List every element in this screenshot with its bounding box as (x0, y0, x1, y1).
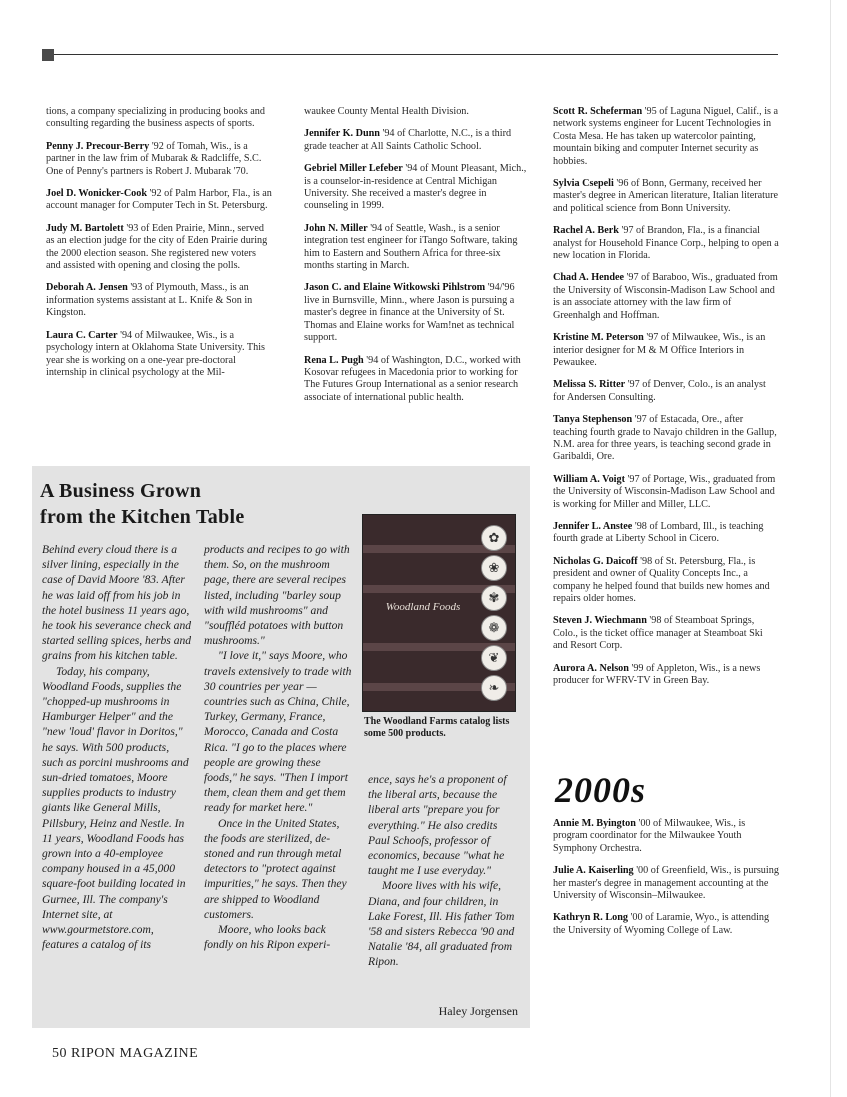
alum-name: Gebriel Miller Lefeber (304, 163, 403, 175)
class-note (553, 414, 779, 464)
story-paragraph: products and recipes to go with them. So, on the mushroom page, there are several recipes listed, including "barley soup with wild mushrooms" and "souffléd potatoes with button mushrooms." (204, 543, 350, 648)
alum-name: Rachel A. Berk (553, 225, 619, 237)
note-text: '94/'96 live in Burnsville, Minn., where Jason is pursuing a master's degree in finance at the University of St. Thomas and Elaine works for Wam!net as technical support. (304, 282, 515, 344)
pepper-icon: ❧ (481, 675, 507, 701)
story-paragraph: Moore, who looks back fondly on his Ripon experi- (204, 923, 331, 952)
note-text: '97 of Denver, Colo., is an analyst for Andersen Consulting. (553, 379, 766, 403)
note-text: '92 of Tomah, Wis., is a partner in the law frim of Mubarak & Radcliffe, S.C. One of Penny's partners is Robert J. Mubarak '70. (46, 140, 262, 177)
alum-name: Scott R. Scheferman (553, 106, 643, 117)
alum-name: Jennifer L. Anstee (553, 520, 633, 532)
story-paragraph: Once in the United States, the foods are sterilized, de-stoned and run through metal detectors to "protect against impurities," he says. Then they are shipped to Woodland customers. (204, 816, 347, 921)
page-edge (830, 0, 831, 1097)
alum-name: Melissa S. Ritter (553, 379, 626, 391)
class-note (304, 163, 530, 213)
note-text: '93 of Plymouth, Mass., is an information systems assistant at L. Knife & Son in Kingston. (46, 282, 253, 319)
class-note (553, 225, 779, 262)
alum-name: William A. Voigt (553, 473, 625, 485)
feature-story-column-3 (368, 772, 518, 970)
story-paragraph: "I love it," says Moore, who travels extensively to trade with 30 countries per year — countries such as China, Chile, Turkey, Germany, France, Morocco, Canada and Costa Rica. "I go to the places where people are growing these foods," he says. "Then I import them, clean them and get them ready for market here." (204, 649, 352, 815)
class-note (553, 106, 779, 168)
note-text: '94 of Washington, D.C., worked with Kosovar refugees in Macedonia prior to working for The Futures Group International as a senior research associate of international public health. (304, 354, 521, 403)
alum-name: Tanya Stephenson (553, 414, 633, 426)
class-note (46, 330, 272, 380)
flower-icon: ✾ (481, 585, 507, 611)
feature-story-column-2 (204, 542, 356, 952)
note-text: '93 of Eden Prairie, Minn., served as an election judge for the city of Eden Prairie during the 2000 election season. She registered new voters and assisted with opening and closing the polls. (46, 222, 268, 272)
note-text: '97 of Portage, Wis., graduated from the University of Wisconsin-Madison Law School and is working for Miller and Miller, LLC. (553, 473, 776, 510)
header-rule-line (54, 54, 778, 55)
class-note (46, 282, 272, 319)
note-text: '00 of Greenfield, Wis., is pursuing her master's degree in management accounting at the University of Wisconsin–Milwaukee. (553, 865, 779, 902)
leaf-icon: ❦ (481, 645, 507, 671)
note-text: waukee County Mental Health Division. (304, 106, 469, 117)
story-paragraph: Today, his company, Woodland Foods, supplies the "chopped-up mushrooms in Hamburger Helper" and the "new 'loud' flavor in Doritos," he says. With 500 products, such as porcini mushrooms and sun-dried tomatoes, Moore supplies products to industry giants like General Mills, Pillsbury, Heinz and Nestle. In 11 years, Woodland Foods has grown into a 40-employee company housed in a 45,000 square-foot building located in Gurnee, Ill. The company's Internet site, at www.gourmetstore.com, features a catalog of its (42, 664, 189, 952)
note-text: '92 of Palm Harbor, Fla., is an account manager for Computer Tech in St. Petersburg. (46, 188, 272, 212)
alum-name: Judy M. Bartolett (46, 222, 124, 234)
note-text: '94 of Charlotte, N.C., is a third grade teacher at All Saints Catholic School. (304, 128, 512, 152)
feature-sidebar (32, 466, 530, 1028)
note-text: '97 of Estacada, Ore., after teaching fourth grade to Navajo children in the Gallup, N.M. area for three years, is teaching second grade in Garibaldi, Ore. (553, 414, 777, 463)
class-note (304, 106, 530, 118)
notes-column-1 (46, 106, 272, 389)
class-note (553, 912, 779, 937)
story-paragraph: Moore lives with his wife, Diana, and four children, in Lake Forest, Ill. His father Tom '58 and sisters Rebecca '90 and Natalie '84, all graduated from Ripon. (368, 879, 515, 969)
class-note (304, 282, 530, 344)
alum-name: John N. Miller (304, 222, 368, 234)
alum-name: Nicholas G. Daicoff (553, 555, 638, 567)
alum-name: Annie M. Byington (553, 818, 636, 829)
note-text: '96 of Bonn, Germany, received her master's degree in American literature, Italian literature and political science from Bonn University. (553, 178, 779, 214)
alum-name: Laura C. Carter (46, 329, 118, 341)
berry-icon: ❁ (481, 615, 507, 641)
alum-name: Kathryn R. Long (553, 912, 629, 924)
alum-name: Julie A. Kaiserling (553, 865, 634, 877)
feature-story-column-1 (42, 542, 192, 952)
note-text: '95 of Laguna Niguel, Calif., is a network systems engineer for Lucent Technologies in Costa Mesa. He has taken up watercolor painting, mountain biking and computer Internet security as hobbies. (553, 106, 779, 167)
note-text: '00 of Milwaukee, Wis., is program coordinator for the Milwaukee Youth Symphony Orchestra. (553, 818, 746, 854)
class-note (553, 272, 779, 322)
story-paragraph: ence, says he's a proponent of the liberal arts, because the liberal arts "prepare you for everything." He also credits Paul Schoofs, professor of economics, because "what he taught me I use everyday." (368, 773, 507, 878)
class-note (553, 332, 779, 369)
class-note (553, 379, 779, 404)
catalog-cover-image (362, 514, 516, 712)
class-note (304, 128, 530, 153)
alum-name: Joel D. Wonicker-Cook (46, 188, 148, 200)
alum-name: Jennifer K. Dunn (304, 128, 380, 140)
story-paragraph: Behind every cloud there is a silver lining, especially in the case of David Moore '83. After he was laid off from his job in the hotel business 11 years ago, he took his severance check and started selling spices, herbs and grains from his kitchen table. (42, 543, 192, 663)
feature-title-line-1: A Business Grown (40, 480, 202, 502)
class-note (553, 474, 779, 511)
alum-name: Steven J. Wiechmann (553, 615, 647, 627)
decade-heading: 2000s (555, 770, 647, 810)
notes-column-2 (304, 106, 530, 414)
note-text: '97 of Baraboo, Wis., graduated from the University of Wisconsin-Madison Law School and is an associate attorney with the law firm of Greenhalgh and Hoffman. (553, 272, 778, 321)
note-text: '99 of Appleton, Wis., is a news producer for WFRV-TV in Green Bay. (553, 662, 761, 687)
note-text: '94 of Mount Pleasant, Mich., is a counselor-in-residence at Central Michigan University. She received a master's degree in counseling in 1999. (304, 163, 527, 212)
class-note (46, 141, 272, 178)
note-text: '94 of Milwaukee, Wis., is a psychology intern at Oklahoma State University. This year she is working on a one-year pre-doctoral internship in clinical psychology at the Mil- (46, 329, 265, 378)
class-note (46, 223, 272, 273)
note-text: '94 of Seattle, Wash., is a senior integration test engineer for iTango Software, taking him to Eastern and Southern Africa for three-six months starting in March. (304, 222, 518, 272)
class-note (304, 355, 530, 405)
mushroom-icon: ✿ (481, 525, 507, 551)
note-text: '98 of Lombard, Ill., is teaching fourth grade at Liberty School in Cicero. (553, 520, 764, 545)
alum-name: Chad A. Hendee (553, 272, 625, 284)
alum-name: Jason C. and Elaine Witkowski Pihlstrom (304, 282, 486, 294)
alum-name: Penny J. Precour-Berry (46, 140, 150, 152)
catalog-title: Woodland Foods (385, 601, 461, 613)
alum-name: Rena L. Pugh (304, 354, 364, 366)
class-note (553, 556, 779, 606)
feature-title-line-2: from the Kitchen Table (40, 506, 245, 528)
class-note (553, 865, 779, 902)
header-rule-marker (42, 49, 54, 61)
class-note (553, 521, 779, 546)
class-note (553, 615, 779, 652)
note-text: '98 of St. Petersburg, Fla., is president and owner of Quality Concepts Inc., a company he helped found that builds new homes and repairs older homes. (553, 555, 770, 604)
feature-byline: Haley Jorgensen (438, 1004, 518, 1018)
class-note (304, 223, 530, 273)
note-text: '97 of Brandon, Fla., is a financial analyst for Household Finance Corp., helping to open a new location in Florida. (553, 225, 779, 262)
class-note (46, 106, 272, 131)
class-note (553, 663, 779, 688)
note-text: '97 of Milwaukee, Wis., is an interior designer for M & M Office Interiors in Pewaukee. (553, 332, 766, 368)
class-note (553, 818, 779, 855)
notes-column-3 (553, 106, 779, 697)
page-footer: 50 RIPON MAGAZINE (52, 1046, 199, 1061)
herb-icon: ❀ (481, 555, 507, 581)
note-text: tions, a company specializing in producing books and consulting regarding the business aspects of sports. (46, 106, 265, 130)
class-note (553, 178, 779, 215)
catalog-caption: The Woodland Farms catalog lists some 500 products. (364, 716, 510, 739)
alum-name: Aurora A. Nelson (553, 662, 629, 674)
feature-title (40, 478, 380, 530)
notes-column-3-2000s (553, 818, 779, 947)
note-text: '00 of Laramie, Wyo., is attending the University of Wyoming College of Law. (553, 912, 770, 936)
alum-name: Kristine M. Peterson (553, 332, 644, 344)
note-text: '98 of Steamboat Springs, Colo., is the ticket office manager at Steamboat Ski and Resort Corp. (553, 615, 763, 652)
class-note (46, 188, 272, 213)
alum-name: Deborah A. Jensen (46, 282, 128, 294)
alum-name: Sylvia Csepeli (553, 178, 614, 190)
